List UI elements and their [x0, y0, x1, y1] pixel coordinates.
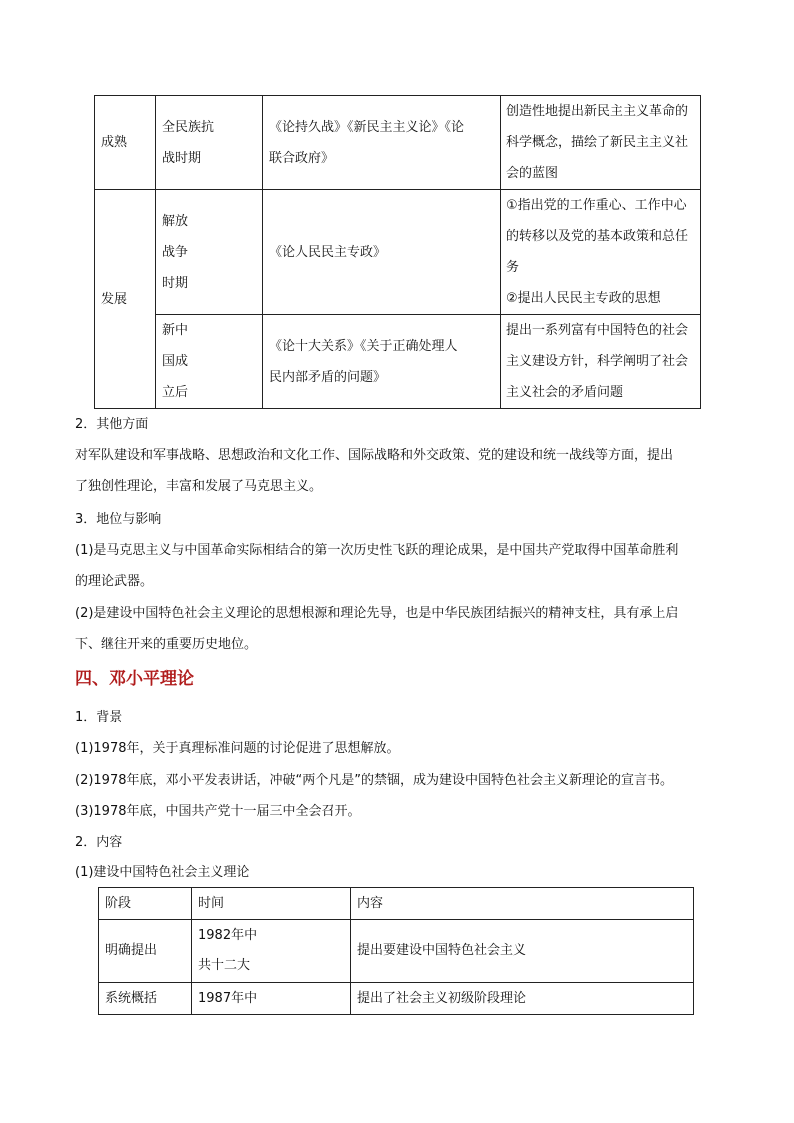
time-cell: 1987年中 — [192, 983, 351, 1015]
paragraph-line: (2)是建设中国特色社会主义理论的思想根源和理论先导，也是中华民族团结振兴的精神支柱，具有承上启 — [75, 606, 679, 621]
works-cell: 《论十大关系》《关于正确处理人 民内部矛盾的问题》 — [263, 315, 501, 409]
list-item: (1)1978年，关于真理标准问题的讨论促进了思想解放。 — [75, 741, 400, 756]
works-cell: 《论持久战》《新民主主义论》《论 联合政府》 — [263, 96, 501, 190]
stage-cell: 明确提出 — [99, 920, 192, 983]
content-cell: 提出要建设中国特色社会主义 — [351, 920, 694, 983]
header-cell: 内容 — [351, 888, 694, 920]
table-row — [95, 96, 701, 190]
works-cell: 《论人民民主专政》 — [263, 190, 501, 315]
paragraph-line: 对军队建设和军事战略、思想政治和文化工作、国际战略和外交政策、党的建设和统一战线等方面，提出 — [75, 448, 674, 463]
content-cell: 提出了社会主义初级阶段理论 — [351, 983, 694, 1015]
paragraph-line: (1)是马克思主义与中国革命实际相结合的第一次历史性飞跃的理论成果，是中国共产党取得中国革命胜利 — [75, 543, 679, 558]
stage-cell: 发展 — [95, 190, 156, 409]
sub-item-title: (1)建设中国特色社会主义理论 — [75, 865, 250, 880]
mao-thought-table — [94, 95, 701, 409]
socialism-theory-table — [98, 887, 694, 1015]
subsection-title-content: 2．内容 — [75, 835, 123, 850]
list-item: (3)1978年底，中国共产党十一届三中全会召开。 — [75, 804, 361, 819]
paragraph-line: 了独创性理论，丰富和发展了马克思主义。 — [75, 479, 323, 494]
period-cell: 全民族抗 战时期 — [156, 96, 263, 190]
paragraph-line: 的理论武器。 — [75, 574, 154, 589]
subsection-title-background: 1．背景 — [75, 710, 123, 725]
table-row — [99, 983, 694, 1015]
section-title-other: 2．其他方面 — [75, 417, 149, 432]
stage-cell: 成熟 — [95, 96, 156, 190]
list-item: (2)1978年底，邓小平发表讲话，冲破“两个凡是”的禁锢，成为建设中国特色社会主义新理论的宣言书。 — [75, 773, 673, 788]
table-row — [95, 190, 701, 315]
header-cell: 阶段 — [99, 888, 192, 920]
content-cell: 创造性地提出新民主主义革命的 科学概念，描绘了新民主主义社 会的蓝图 — [501, 96, 701, 190]
table-row — [99, 920, 694, 983]
section-heading: 四、邓小平理论 — [75, 669, 194, 689]
period-cell: 新中 国成 立后 — [156, 315, 263, 409]
time-cell: 1982年中 共十二大 — [192, 920, 351, 983]
table-row — [95, 315, 701, 409]
table-header-row — [99, 888, 694, 920]
content-cell: ①指出党的工作重心、工作中心 的转移以及党的基本政策和总任 务 ②提出人民民主专政的思想 — [501, 190, 701, 315]
paragraph-line: 下、继往开来的重要历史地位。 — [75, 637, 258, 652]
header-cell: 时间 — [192, 888, 351, 920]
content-cell: 提出一系列富有中国特色的社会 主义建设方针，科学阐明了社会 主义社会的矛盾问题 — [501, 315, 701, 409]
stage-cell: 系统概括 — [99, 983, 192, 1015]
period-cell: 解放 战争 时期 — [156, 190, 263, 315]
section-title-status: 3．地位与影响 — [75, 512, 162, 527]
